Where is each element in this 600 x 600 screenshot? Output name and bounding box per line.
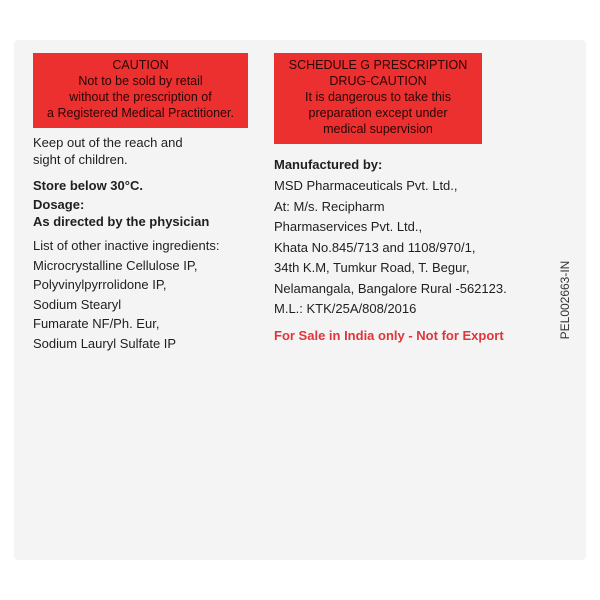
product-code: PEL002663-IN <box>558 260 572 340</box>
caution-box <box>33 53 248 128</box>
ingredient-item: Sodium Stearyl <box>33 296 122 312</box>
schedule-title: SCHEDULE G PRESCRIPTION <box>288 58 468 72</box>
storage-text: Store below 30°C. <box>33 178 143 193</box>
manufacturer-address <box>274 176 507 299</box>
caution-line: a Registered Medical Practitioner. <box>47 106 234 120</box>
ingredient-item: Sodium Lauryl Sulfate IP <box>33 335 177 351</box>
manufactured-by-label: Manufactured by: <box>274 157 383 172</box>
ingredient-item: Polyvinylpyrrolidone IP, <box>33 277 167 292</box>
caution-line: without the prescription of <box>69 90 212 104</box>
ingredients-list <box>33 236 219 353</box>
address-line: Nelamangala, Bangalore Rural -562123. <box>274 280 507 296</box>
dosage-value: As directed by the physician <box>33 214 210 229</box>
schedule-line: medical supervision <box>323 122 433 136</box>
dosage-label: Dosage: <box>33 197 85 212</box>
schedule-subtitle: DRUG-CAUTION <box>329 74 427 88</box>
keep-out-text: Keep out of the reach and sight of children. <box>33 135 183 167</box>
ingredients-heading: List of other inactive ingredients: <box>33 238 220 253</box>
schedule-line: preparation except under <box>308 106 448 120</box>
license-number: M.L.: KTK/25A/808/2016 <box>274 301 417 316</box>
schedule-line: It is dangerous to take this <box>305 90 451 104</box>
sale-note: For Sale in India only - Not for Export <box>274 328 504 343</box>
address-line: 34th K.M, Tumkur Road, T. Begur, <box>274 260 470 275</box>
caution-line: Not to be sold by retail <box>78 74 203 88</box>
address-line: Khata No.845/713 and 1108/970/1, <box>274 239 476 255</box>
address-line: MSD Pharmaceuticals Pvt. Ltd., <box>274 178 458 193</box>
ingredient-item: Fumarate NF/Ph. Eur, <box>33 316 160 331</box>
ingredient-item: Microcrystalline Cellulose IP, <box>33 257 198 273</box>
caution-title: CAUTION <box>112 58 169 72</box>
schedule-g-box <box>274 53 482 144</box>
address-line: At: M/s. Recipharm <box>274 198 385 214</box>
address-line: Pharmaservices Pvt. Ltd., <box>274 219 423 234</box>
